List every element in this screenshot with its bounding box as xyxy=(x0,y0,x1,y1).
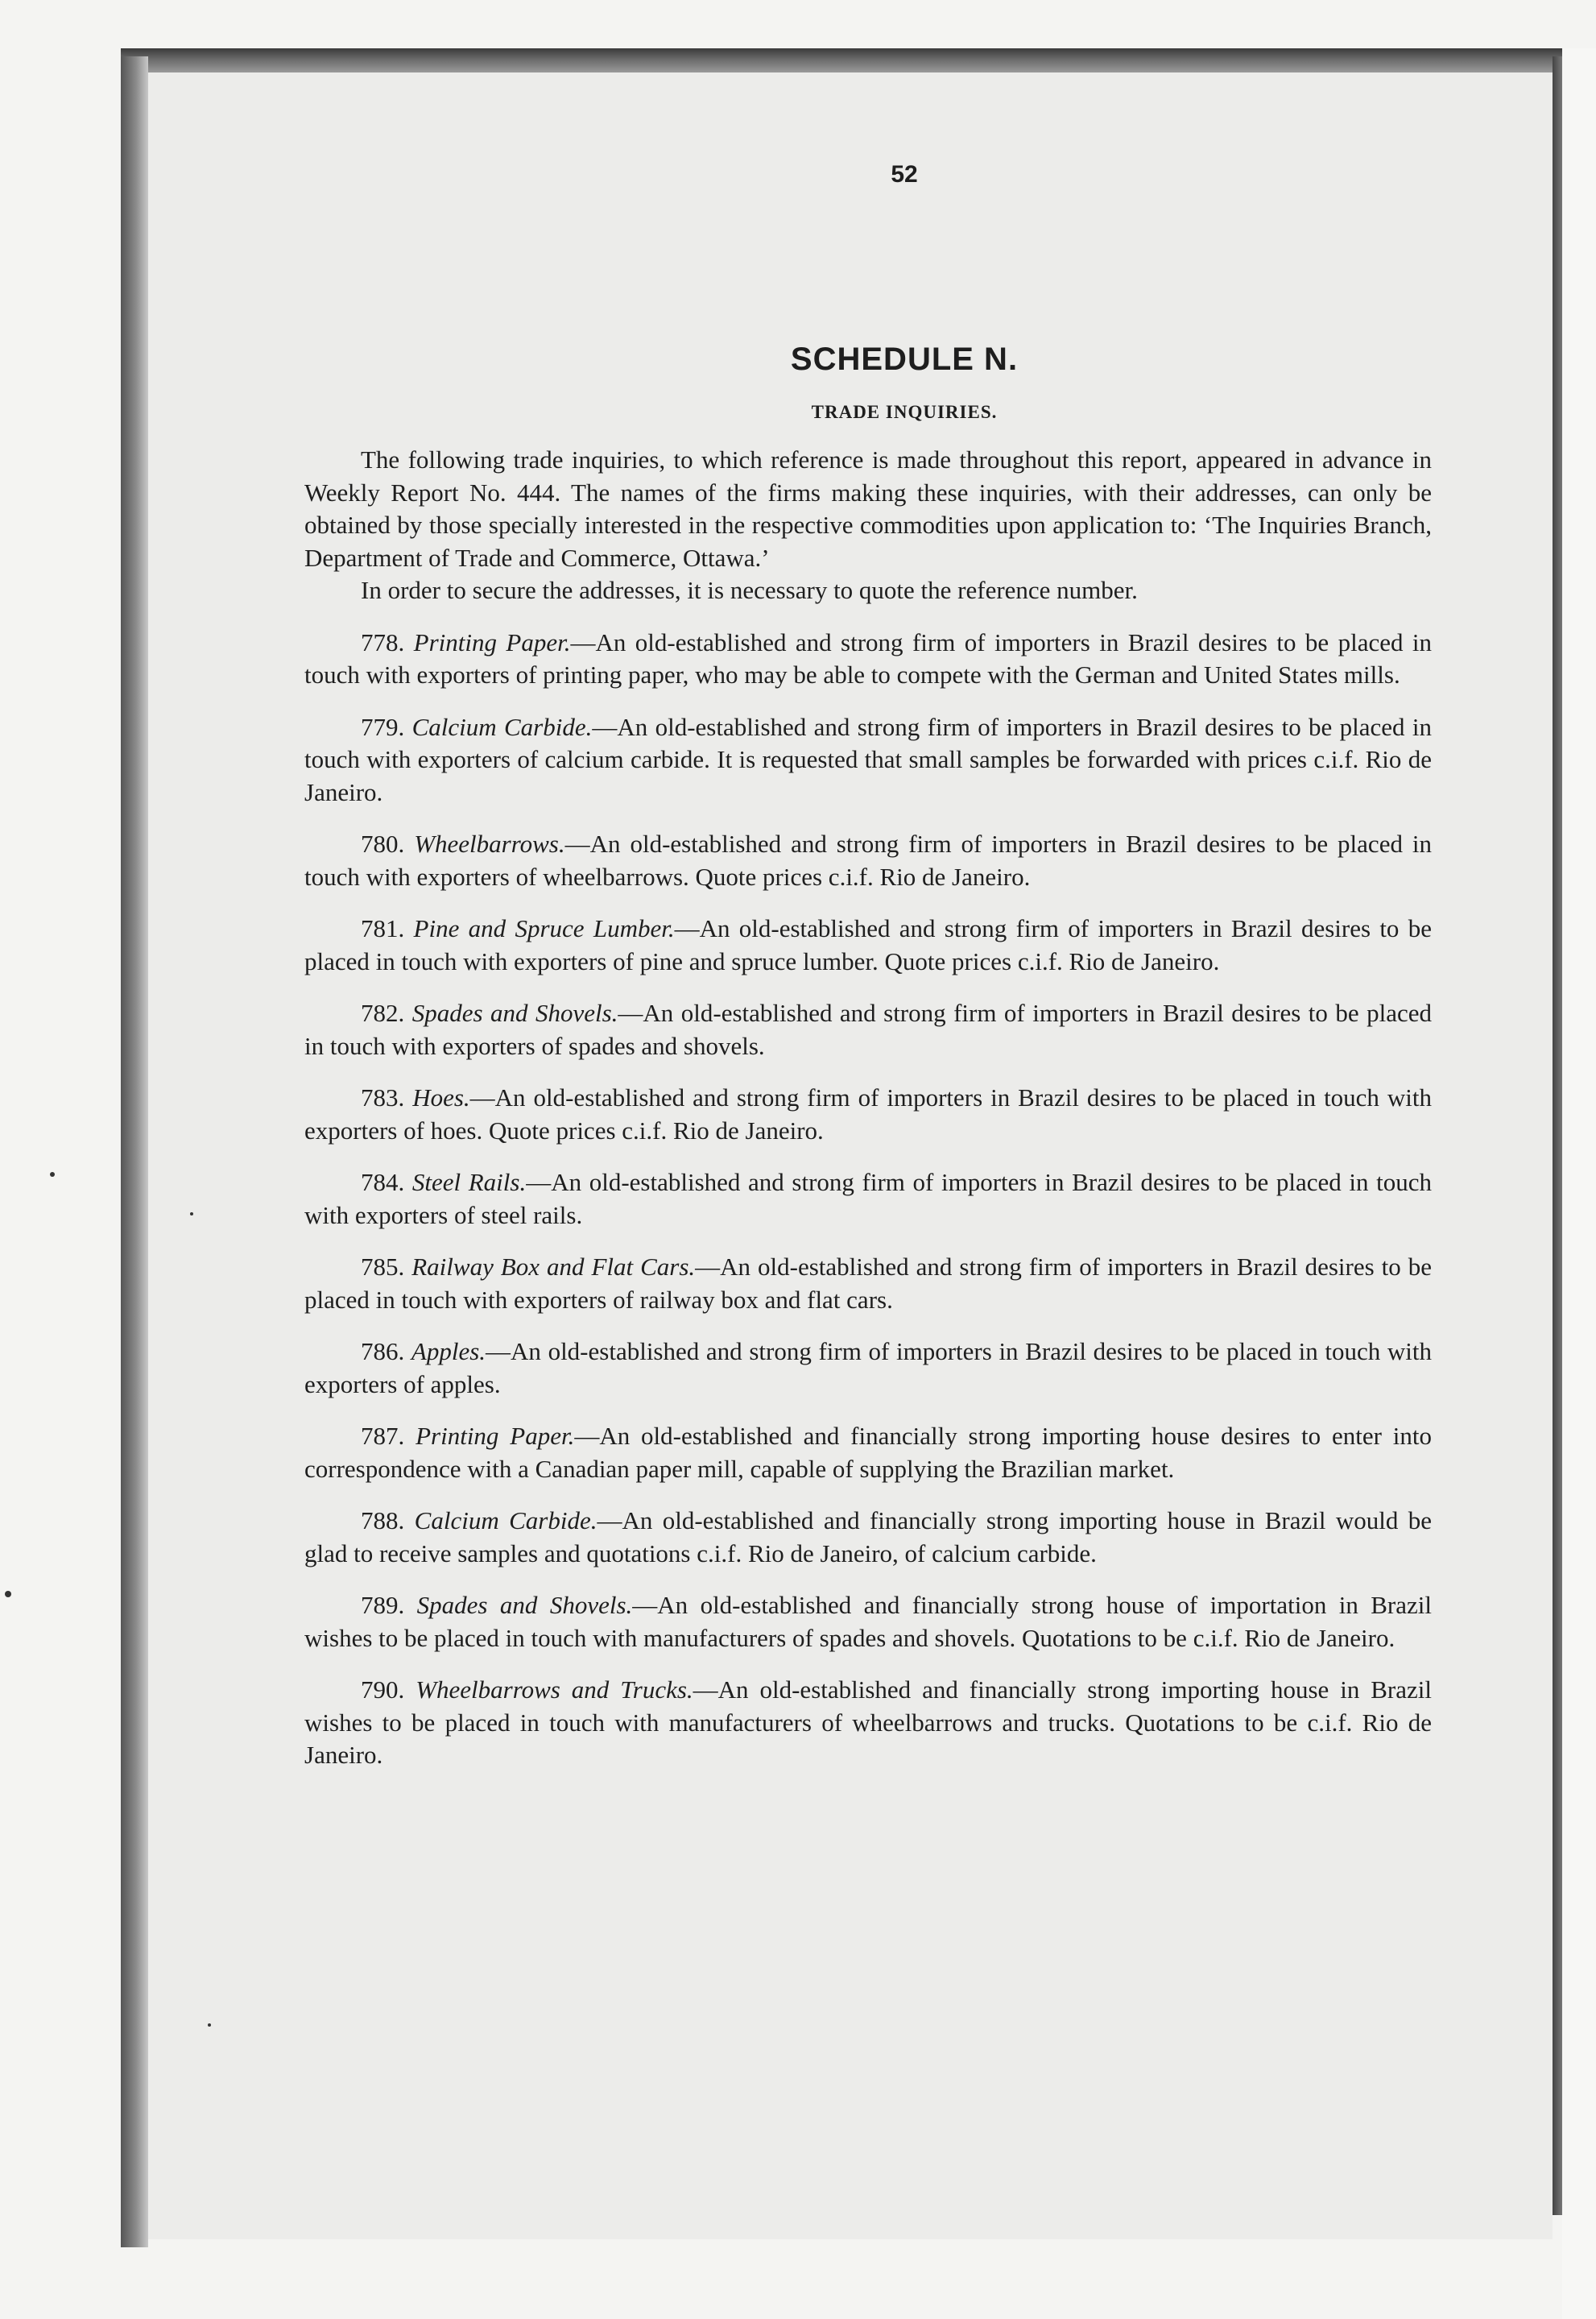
inquiry-list xyxy=(304,627,1432,1772)
inquiry-text: —An old-established and strong firm of importers in Brazil desires to be placed in touch with exporters of spades and shovels. xyxy=(304,999,1432,1060)
inquiry-entry xyxy=(304,627,1432,692)
inquiry-text: —An old-established and strong firm of importers in Brazil desires to be placed in touch with exporters of wheelbarrows. Quote prices c.i.f. Rio de Janeiro. xyxy=(304,830,1433,891)
inquiry-number: 785. xyxy=(361,1253,405,1281)
inquiry-heading: Calcium Carbide. xyxy=(414,1506,597,1534)
inquiry-number: 782. xyxy=(361,999,405,1027)
inquiry-text: —An old-established and financially strong importing house in Brazil would be glad to receive samples and quotations c.i.f. Rio de Janeiro, of calcium carbide. xyxy=(304,1506,1433,1567)
inquiry-heading: Hoes. xyxy=(412,1083,470,1112)
intro-paragraph: The following trade inquiries, to which reference is made throughout this report, appeared in advance in Weekly Report No. 444. The names of the firms making these inquiries, with their addresses, can only be obtained by those specially interested in the respective commodities upon application to: ‘The Inquiries Branch, Department of Trade and Commerce, Ottawa.’ xyxy=(304,445,1432,572)
scan-speck xyxy=(208,2023,211,2027)
inquiry-entry xyxy=(304,913,1432,978)
inquiry-text: —An old-established and strong firm of importers in Brazil desires to be placed in touch with exporters of steel rails. xyxy=(304,1168,1432,1229)
inquiry-number: 778. xyxy=(361,627,405,656)
page-text xyxy=(304,161,1432,1772)
inquiry-heading: Printing Paper. xyxy=(413,627,571,656)
microfilm-frame-top xyxy=(121,48,1562,72)
inquiry-text: —An old-established and strong firm of importers in Brazil desires to be placed in touch with exporters of apples. xyxy=(304,1337,1432,1398)
inquiry-entry xyxy=(304,1420,1432,1485)
inquiry-entry xyxy=(304,1251,1432,1316)
microfilm-frame-left xyxy=(121,56,148,2247)
inquiry-number: 781. xyxy=(361,914,405,942)
inquiry-number: 788. xyxy=(361,1506,405,1534)
inquiry-heading: Printing Paper. xyxy=(416,1422,575,1450)
intro-paragraph: In order to secure the addresses, it is necessary to quote the reference number. xyxy=(361,576,1138,604)
inquiry-number: 790. xyxy=(361,1675,405,1704)
adjacent-page-strip xyxy=(1562,48,1596,2319)
inquiry-text: —An old-established and financially strong house of importation in Brazil wishes to be placed in touch with manufacturers of spades and shovels. Quotations to be c.i.f. Rio de Janeiro. xyxy=(304,1591,1432,1652)
inquiry-number: 779. xyxy=(361,712,405,741)
inquiry-text: —An old-established and strong firm of importers in Brazil desires to be placed in touch with exporters of railway box and flat cars. xyxy=(304,1253,1432,1314)
inquiry-heading: Calcium Carbide. xyxy=(411,712,593,741)
scan-speck xyxy=(190,1212,193,1215)
inquiry-heading: Spades and Shovels. xyxy=(416,1591,633,1619)
inquiry-number: 789. xyxy=(361,1591,405,1619)
microfilm-frame-right xyxy=(1553,56,1562,2215)
inquiry-heading: Railway Box and Flat Cars. xyxy=(411,1253,696,1281)
inquiry-entry xyxy=(304,1166,1432,1232)
inquiry-heading: Steel Rails. xyxy=(411,1168,527,1196)
inquiry-entry xyxy=(304,1505,1432,1570)
inquiry-heading: Wheelbarrows and Trucks. xyxy=(416,1675,693,1704)
inquiry-heading: Spades and Shovels. xyxy=(411,999,618,1027)
scan-speck xyxy=(50,1172,55,1177)
schedule-title: SCHEDULE N. xyxy=(790,342,1019,377)
inquiry-number: 783. xyxy=(361,1083,405,1112)
inquiry-heading: Pine and Spruce Lumber. xyxy=(413,914,675,942)
inquiry-entry xyxy=(304,1674,1432,1772)
inquiry-heading: Apples. xyxy=(411,1337,486,1365)
inquiry-heading: Wheelbarrows. xyxy=(414,830,565,858)
inquiry-entry xyxy=(304,1082,1432,1147)
inquiry-entry xyxy=(304,828,1432,893)
page-number: 52 xyxy=(891,161,918,188)
inquiry-text: —An old-established and strong firm of importers in Brazil desires to be placed in touch with exporters of calcium carbide. It is requested that small samples be forwarded with prices c.i.f. Rio de Janeiro. xyxy=(304,712,1433,806)
inquiry-number: 787. xyxy=(361,1422,405,1450)
inquiry-text: —An old-established and financially strong importing house desires to enter into correspondence with a Canadian paper mill, capable of supplying the Brazilian market. xyxy=(304,1422,1433,1483)
inquiry-text: —An old-established and financially strong importing house in Brazil wishes to be placed in touch with manufacturers of wheelbarrows and trucks. Quotations to be c.i.f. Rio de Janeiro. xyxy=(304,1675,1432,1769)
scan-speck xyxy=(5,1591,11,1597)
inquiry-entry xyxy=(304,711,1432,810)
inquiry-entry xyxy=(304,997,1432,1062)
inquiry-entry xyxy=(304,1335,1432,1401)
section-subtitle: TRADE INQUIRIES. xyxy=(811,402,998,422)
inquiry-number: 780. xyxy=(361,830,405,858)
inquiry-text: —An old-established and strong firm of importers in Brazil desires to be placed in touch with exporters of hoes. Quote prices c.i.f. Rio de Janeiro. xyxy=(304,1083,1432,1145)
inquiry-text: —An old-established and strong firm of importers in Brazil desires to be placed in touch with exporters of pine and spruce lumber. Quote prices c.i.f. Rio de Janeiro. xyxy=(304,914,1432,975)
inquiry-number: 784. xyxy=(361,1168,405,1196)
inquiry-number: 786. xyxy=(361,1337,405,1365)
inquiry-text: —An old-established and strong firm of importers in Brazil desires to be placed in touch with exporters of printing paper, who may be able to compete with the German and United States mills. xyxy=(304,627,1432,689)
inquiry-entry xyxy=(304,1589,1432,1654)
